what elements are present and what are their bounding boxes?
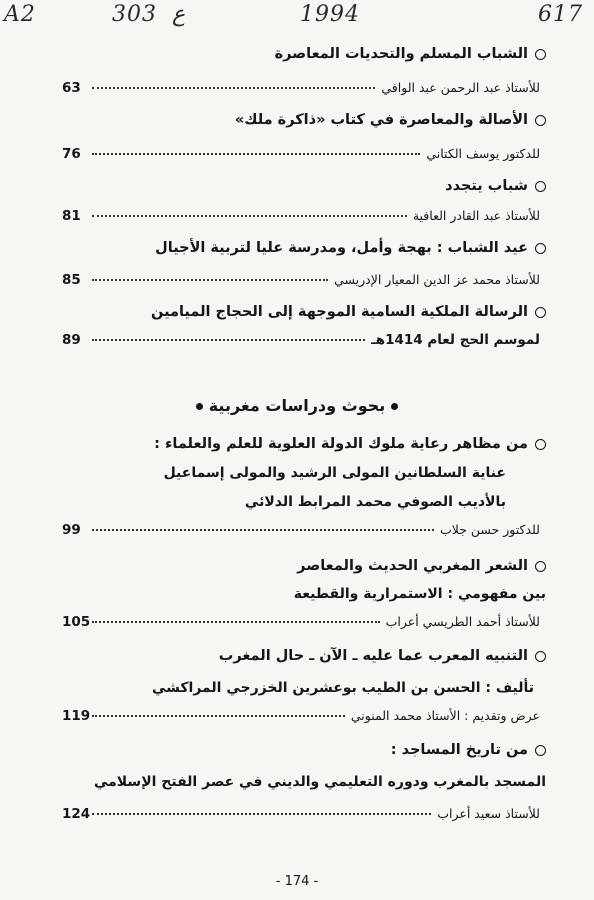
leader-dots	[92, 529, 434, 531]
entry-subtitle: تأليف : الحسن بن الطيب بوعشرين الخزرجي المراكشي	[151, 680, 534, 696]
circle-bullet-icon	[535, 307, 546, 318]
circle-bullet-icon	[535, 181, 546, 192]
leader-dots	[92, 339, 365, 341]
page-number: 99	[62, 522, 81, 538]
toc-author-row	[62, 146, 540, 164]
author-name: للأستاذ عبد القادر العافية	[412, 208, 540, 223]
toc-author-row	[62, 614, 540, 632]
toc-entry-title: الأصالة والمعاصرة في كتاب «ذاكرة ملك»	[235, 112, 546, 128]
handwritten-number: 303	[112, 2, 157, 27]
bullet-dot-icon	[196, 403, 203, 410]
leader-dots	[92, 279, 328, 281]
entry-subtitle: بالأديب الصوفي محمد المرابط الدلائي	[244, 494, 506, 510]
entry-subtitle: لموسم الحج لعام 1414هـ	[371, 332, 540, 348]
toc-author-row	[62, 272, 540, 290]
toc-author-row	[62, 806, 540, 824]
page-number: 76	[62, 146, 81, 162]
leader-dots	[92, 621, 380, 623]
entry-subtitle: بين مفهومي : الاستمرارية والقطيعة	[293, 586, 546, 602]
page-number: 124	[62, 806, 91, 822]
entry-subtitle: المسجد بالمغرب ودوره التعليمي والديني في عصر الفتح الإسلامي	[93, 774, 546, 790]
author-name: للأستاذ عبد الرحمن عبد الوافي	[381, 80, 540, 95]
page-number: 63	[62, 80, 81, 96]
author-name: عرض وتقديم : الأستاذ محمد المنوني	[350, 708, 540, 723]
circle-bullet-icon	[535, 561, 546, 572]
leader-dots	[92, 153, 420, 155]
page-number: 85	[62, 272, 81, 288]
author-name: للدكتور يوسف الكتاني	[426, 146, 540, 161]
toc-entry-title: الشعر المغربي الحديث والمعاصر	[297, 558, 546, 574]
circle-bullet-icon	[535, 745, 546, 756]
page-number: 119	[62, 708, 91, 724]
toc-author-row	[62, 80, 540, 98]
page-number: 89	[62, 332, 81, 348]
bullet-dot-icon	[391, 403, 398, 410]
author-name: للأستاذ محمد عز الدين المعيار الإدريسي	[334, 272, 540, 287]
toc-author-row	[62, 708, 540, 726]
circle-bullet-icon	[535, 439, 546, 450]
toc-entry-title: التنبيه المعرب عما عليه ـ الآن ـ حال المغرب	[219, 648, 546, 664]
leader-dots	[92, 87, 375, 89]
toc-entry-title: الرسالة الملكية السامية الموجهة إلى الحجاج الميامين	[151, 304, 546, 320]
circle-bullet-icon	[535, 243, 546, 254]
toc-author-row	[62, 208, 540, 226]
page-number: 105	[62, 614, 91, 630]
toc-entry-title: من مظاهر رعاية ملوك الدولة العلوية للعلم والعلماء :	[154, 436, 546, 452]
toc-entry-title: الشباب المسلم والتحديات المعاصرة	[275, 46, 546, 62]
circle-bullet-icon	[535, 651, 546, 662]
handwritten-code: A2	[4, 2, 36, 27]
entry-subtitle: عناية السلطانين المولى الرشيد والمولى إسماعيل	[163, 465, 506, 481]
toc-entry-title: شباب يتجدد	[445, 178, 546, 194]
author-name: للأستاذ سعيد أعراب	[437, 806, 540, 821]
toc-author-row	[62, 522, 540, 540]
toc-entry-title: عيد الشباب : بهجة وأمل، ومدرسة عليا لتربية الأجيال	[155, 240, 546, 256]
author-name: للأستاذ أحمد الطريسي أعراب	[385, 614, 540, 629]
author-name: للدكتور حسن جلاب	[439, 522, 540, 537]
toc-entry-title: من تاريخ المساجد :	[391, 742, 546, 758]
page-number: 81	[62, 208, 81, 224]
section-heading: بحوث ودراسات مغربية	[0, 396, 594, 415]
toc-author-row	[62, 332, 540, 350]
footer-page-number: - 174 -	[275, 874, 319, 889]
handwritten-letter: ع	[172, 2, 186, 27]
circle-bullet-icon	[535, 115, 546, 126]
handwritten-year: 1994	[300, 2, 360, 27]
handwritten-id: 617	[538, 2, 583, 27]
leader-dots	[92, 215, 407, 217]
circle-bullet-icon	[535, 49, 546, 60]
leader-dots	[92, 813, 431, 815]
leader-dots	[92, 715, 345, 717]
